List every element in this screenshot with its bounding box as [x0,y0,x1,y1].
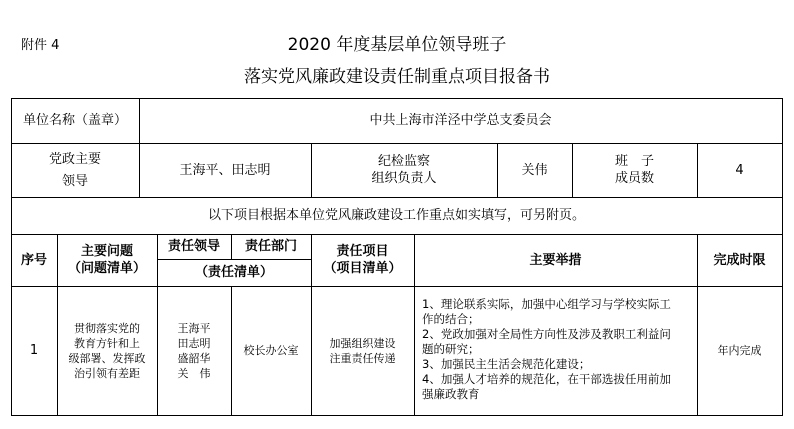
inspector-value: 关伟 [521,162,548,178]
leaders-value: 王海平、田志明 [179,162,271,178]
members-value: 4 [735,162,744,178]
page-title: 2020 年度基层单位领导班子 [287,35,507,55]
page-subtitle: 落实党风廉政建设责任制重点项目报备书 [244,67,550,87]
header-project: 责任项目 （项目清单） [323,244,402,276]
row-project: 加强组织建设 注重责任传递 [329,336,396,365]
header-dept: 责任部门 [244,239,297,254]
header-deadline: 完成时限 [713,252,766,268]
header-seq: 序号 [20,252,47,268]
row-leaders: 王海平 田志明 盛韶华 关 伟 [177,321,211,380]
row-measures: 1、理论联系实际，加强中心组学习与学校实际工 作的结合； 2、党政加强对全局性方向性及涉及教职工利益问 题的研究； 3、加强民主生活会规范化建设； 4、加强人才培养的规范化，在干部选拔任用前加 强廉政教育 [422,297,671,401]
row-issue: 贯彻落实党的 教育方针和上 级部署、发挥政 治引领有差距 [68,321,146,380]
header-issue: 主要问题 （问题清单） [67,244,146,276]
header-measures: 主要举措 [529,252,582,268]
header-leader: 责任领导 [167,239,220,254]
attachment-label: 附件 4 [21,38,60,53]
unit-name-value: 中共上海市洋泾中学总支委员会 [369,113,552,128]
header-responsibility-list: （责任清单） [194,265,273,280]
row-dept: 校长办公室 [243,344,299,357]
leaders-label: 党政主要 领导 [48,151,101,189]
fill-instruction-note: 以下项目根据本单位党风廉政建设工作重点如实填写，可另附页。 [207,208,585,223]
members-label: 班 子 成员数 [614,154,654,186]
row-deadline: 年内完成 [717,344,762,357]
row-seq: 1 [29,343,39,358]
inspector-label: 纪检监察 组织负责人 [371,154,437,186]
unit-name-label: 单位名称（盖章） [22,113,127,128]
